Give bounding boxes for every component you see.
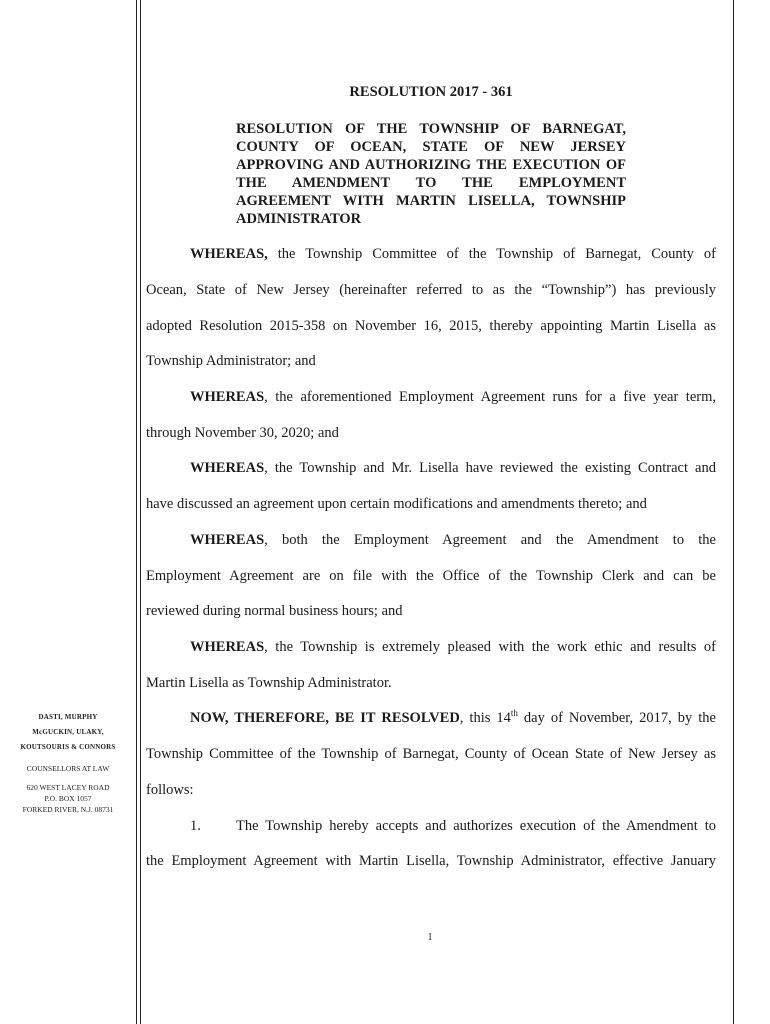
firm-address-2: P.O. BOX 1057 (44, 794, 92, 803)
para5-line1 (190, 638, 716, 656)
para3-line1 (190, 459, 716, 477)
resolution-subtitle: RESOLUTION OF THE TOWNSHIP OF BARNEGAT, COUNTY OF OCEAN, STATE OF NEW JERSEY APPROVING AND AUTHORIZING THE EXECUTION OF THE AMENDMENT TO THE EMPLOYMENT AGREEMENT WITH MARTIN LISELLA, TOWNSHIP ADMINISTRATOR (236, 121, 626, 227)
firm-name-line-3: KOUTSOURIS & CONNORS (20, 743, 116, 751)
para2-text1: , the aforementioned Employment Agreement runs for a five year term, (264, 389, 716, 405)
para6-lead: NOW, THEREFORE, BE IT RESOLVED (190, 710, 460, 726)
para4-line1 (190, 531, 716, 549)
para3-text1: , the Township and Mr. Lisella have reviewed the existing Contract and (264, 460, 716, 476)
para6-text1b: day of November, 2017, by the (517, 710, 716, 726)
firm-profession: COUNSELLORS AT LAW (26, 764, 110, 773)
para2-line1 (190, 388, 716, 406)
firm-address-1: 620 WEST LACEY ROAD (26, 783, 110, 792)
left-margin-rule-2 (140, 0, 141, 1024)
firm-name-line-2: McGUCKIN, ULAKY, (32, 728, 104, 736)
para1-line3: adopted Resolution 2015-358 on November 16, 2015, thereby appointing Martin Lisella as (146, 318, 716, 334)
para1-text1: the Township Committee of the Township of Barnegat, County of (267, 246, 716, 262)
resolution-title: RESOLUTION 2017 - 361 (349, 84, 513, 100)
para4-line2: Employment Agreement are on file with the Office of the Township Clerk and can be (146, 568, 716, 584)
para6-text1a: , this 14 (459, 710, 511, 726)
item1-number: 1. (190, 818, 201, 834)
para3-line2: have discussed an agreement upon certain modifications and amendments thereto; and (146, 496, 647, 512)
para6-line1 (190, 709, 716, 727)
para4-lead: WHEREAS (190, 532, 265, 548)
para1-line1 (190, 245, 716, 263)
right-margin-rule (733, 0, 734, 1024)
page-number: 1 (427, 932, 433, 943)
para2-line2: through November 30, 2020; and (146, 425, 339, 441)
para6-superscript: th (510, 708, 518, 719)
item1-line1: The Township hereby accepts and authorizes execution of the Amendment to (236, 818, 716, 834)
firm-name-line-1: DASTI, MURPHY (38, 713, 98, 721)
para5-line2: Martin Lisella as Township Administrator. (146, 675, 392, 691)
item1-line2: the Employment Agreement with Martin Lisella, Township Administrator, effective January (146, 853, 716, 869)
left-margin-rule-1 (136, 0, 137, 1024)
para4-text1: , both the Employment Agreement and the Amendment to the (264, 532, 716, 548)
para1-lead: WHEREAS, (190, 246, 268, 262)
para5-text1: , the Township is extremely pleased with the work ethic and results of (264, 639, 716, 655)
para5-lead: WHEREAS (190, 639, 265, 655)
para6-line3: follows: (146, 782, 194, 798)
para3-lead: WHEREAS (190, 460, 265, 476)
para1-line2: Ocean, State of New Jersey (hereinafter referred to as the “Township”) has previously (146, 282, 716, 298)
law-firm-sidebar (4, 710, 132, 815)
firm-address-3: FORKED RIVER, N.J. 08731 (22, 805, 114, 814)
para1-line4: Township Administrator; and (146, 353, 316, 369)
para2-lead: WHEREAS (190, 389, 265, 405)
para6-line2: Township Committee of the Township of Barnegat, County of Ocean State of New Jersey as (146, 746, 716, 762)
para4-line3: reviewed during normal business hours; and (146, 603, 403, 619)
